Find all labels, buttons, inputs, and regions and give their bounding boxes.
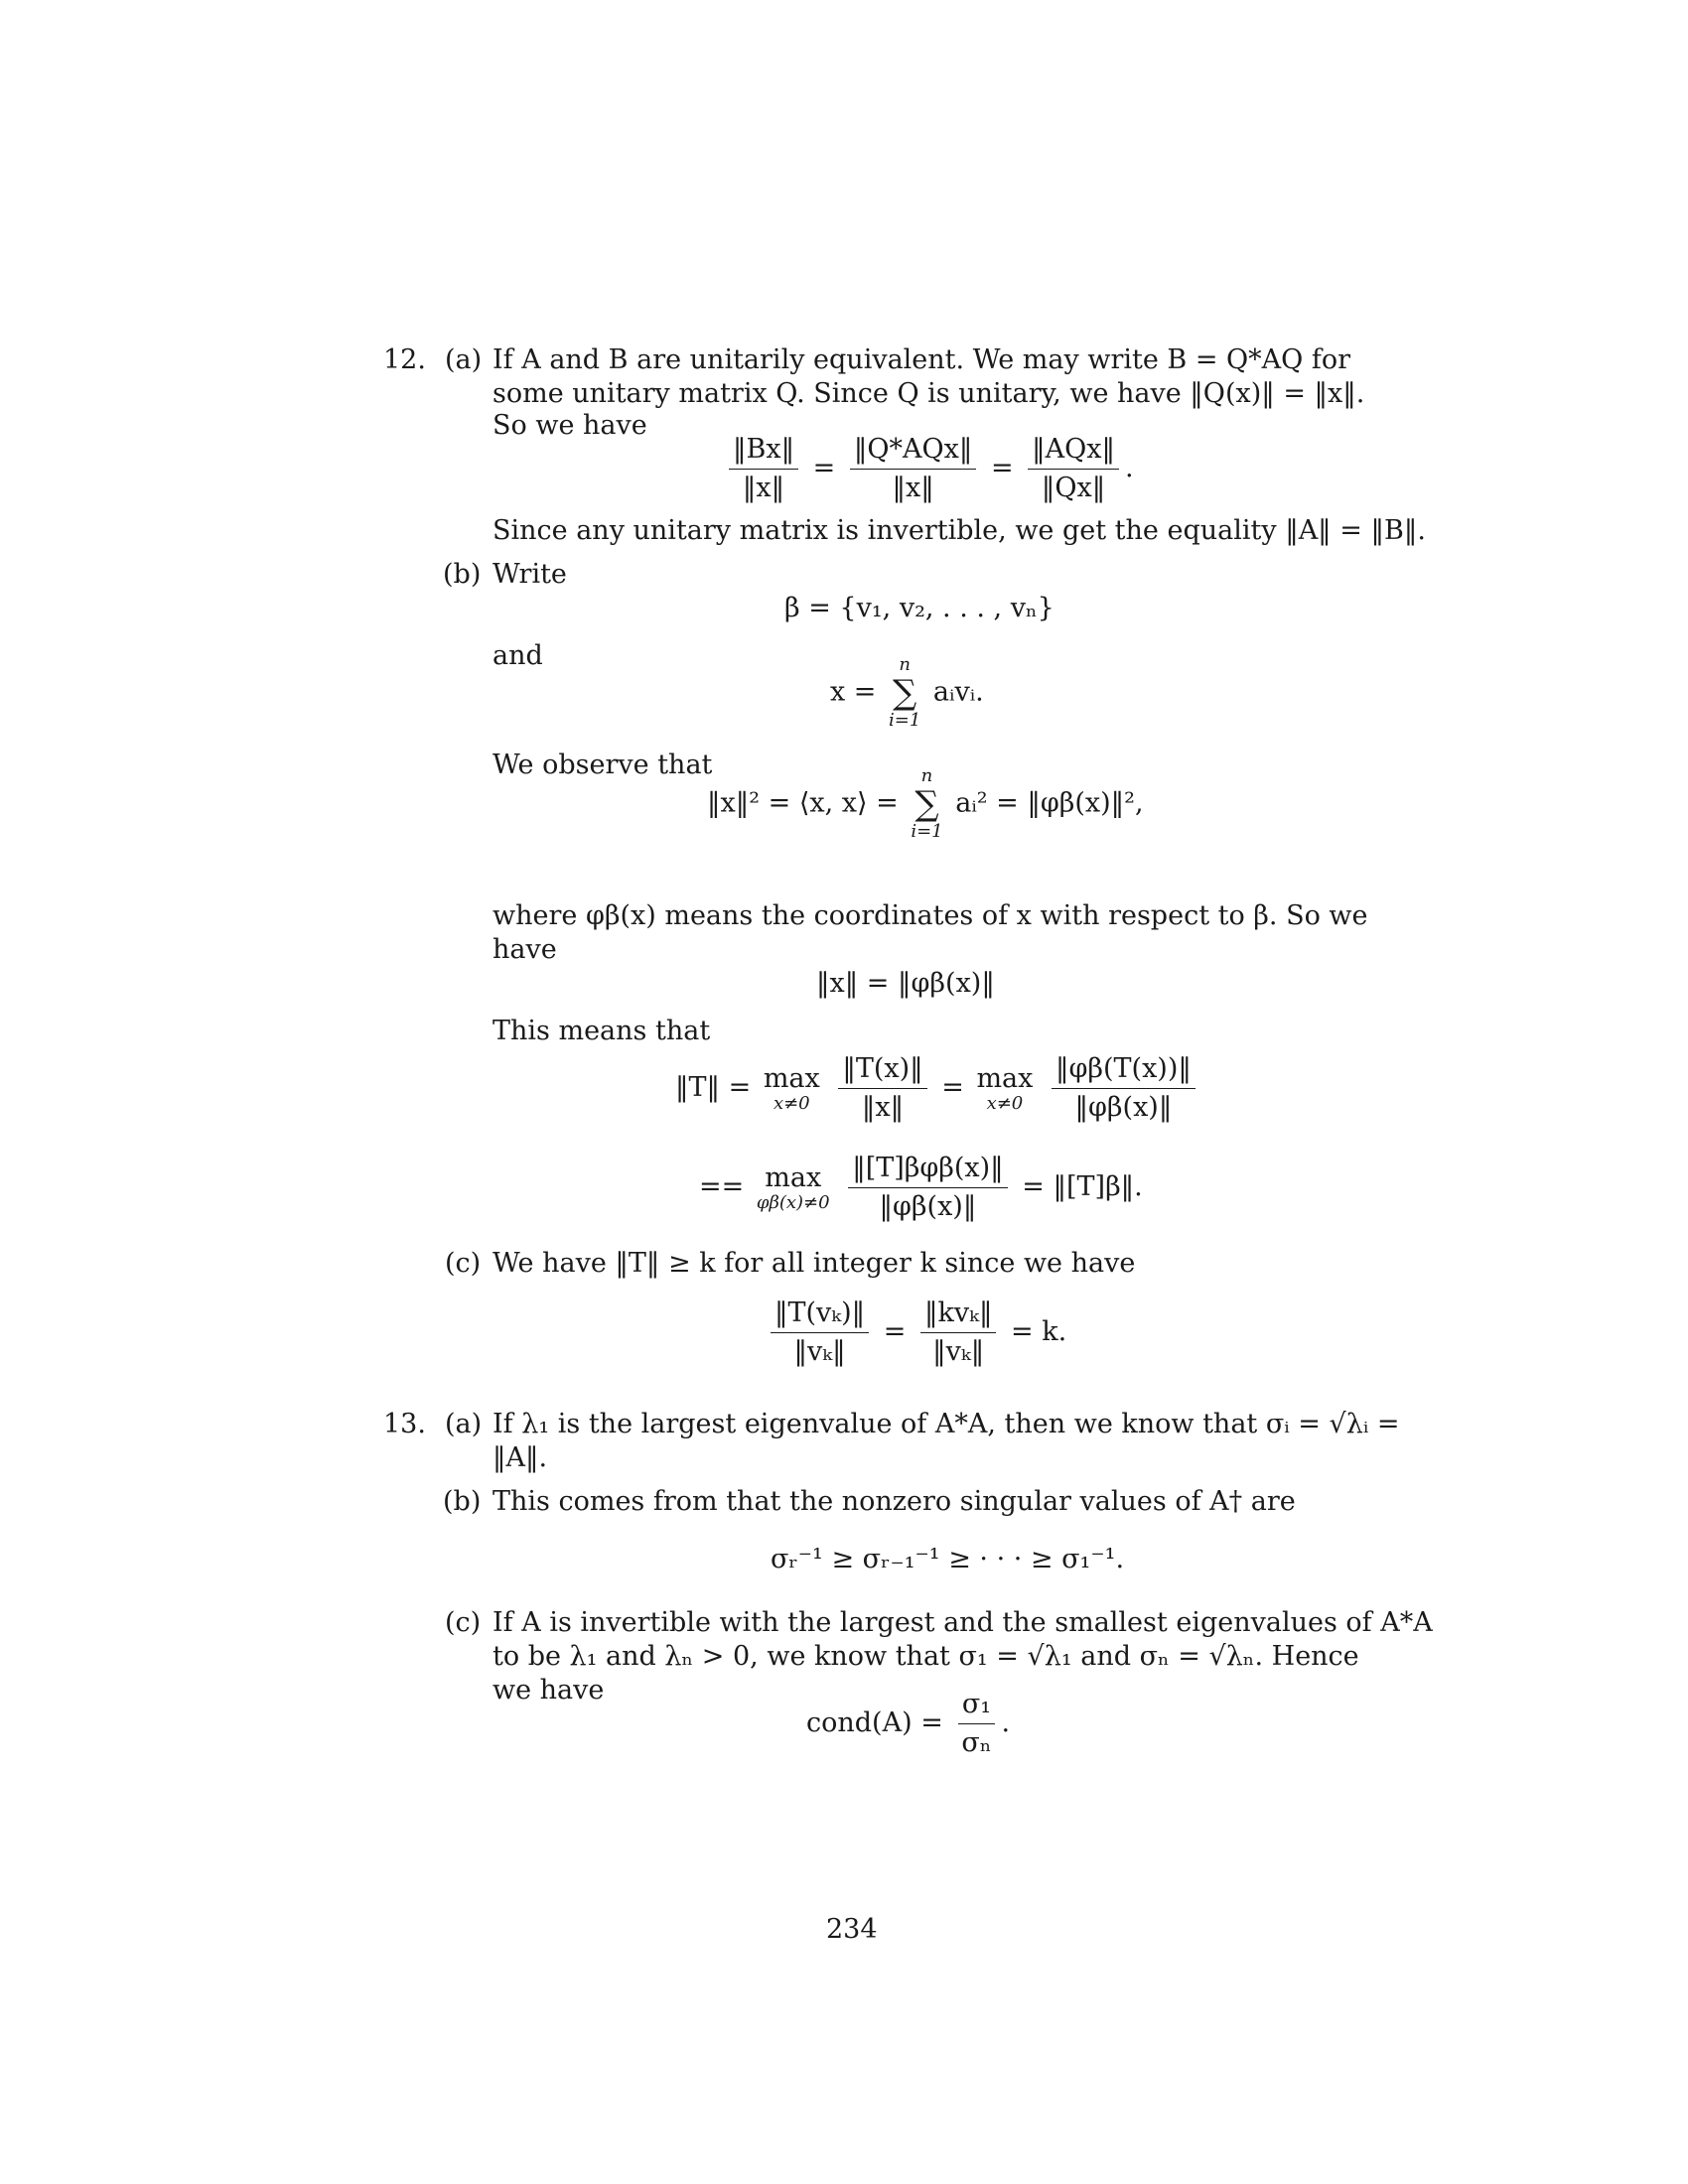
p12b-write: Write (492, 559, 567, 590)
p12b-norm-coordinates: ‖x‖ = ‖φβ(x)‖ (816, 968, 995, 999)
max-operator: max x≠0 (976, 1062, 1034, 1114)
p12a-line2: some unitary matrix Q. Since Q is unitary, we have ‖Q(x)‖ = ‖x‖. (492, 378, 1365, 409)
p12b-and: and (492, 640, 543, 671)
part-c-label: (c) (445, 1248, 482, 1279)
p13a-line1: If λ₁ is the largest eigenvalue of A*A, then we know that σᵢ = √λᵢ = (492, 1409, 1400, 1439)
p12b-means: This means that (492, 1016, 711, 1046)
p13c-cond-equation: cond(A) = $\frac{\text{σ₁}}{\text{σₙ}}$ . (806, 1689, 1011, 1758)
part-a-label: (a) (445, 344, 483, 375)
page-number: 234 (826, 1914, 878, 1945)
p12b-x-equation: x = n ∑ i=1 aᵢvᵢ. (830, 654, 984, 731)
fraction: $\frac{‖T(x)‖}{‖x‖}$ (838, 1052, 926, 1125)
p13c-line3: we have (492, 1675, 605, 1706)
p12b-T-norm-equation: ‖T‖ = max x≠0 $\frac{‖T(x)‖}{‖x‖}$ = max x≠0 $\frac{‖\varphi\beta(T(x))‖}{‖\varphi\beta(x)‖}$ (675, 1052, 1201, 1125)
p12a-line3: So we have (492, 410, 647, 441)
p13b-singular-values-equation: σᵣ⁻¹ ≥ σᵣ₋₁⁻¹ ≥ · · · ≥ σ₁⁻¹. (771, 1544, 1125, 1574)
max-operator: max x≠0 (763, 1062, 820, 1114)
part-c-label: (c) (445, 1607, 482, 1638)
p12b-where-line2: have (492, 934, 557, 965)
problem-number-13: 13. (383, 1409, 426, 1439)
p13b-line1: This comes from that the nonzero singular values of A† are (492, 1486, 1296, 1517)
summation: n ∑ i=1 (911, 765, 943, 842)
part-b-label: (b) (443, 1486, 482, 1517)
p12a-line4: Since any unitary matrix is invertible, we get the equality ‖A‖ = ‖B‖. (492, 515, 1426, 546)
fraction: $\frac{\text{‖Q*AQx‖}}{‖x‖}$ (850, 433, 977, 505)
fraction: $\frac{‖Bx‖}{‖x‖}$ (729, 433, 798, 505)
p12b-T-norm-equation-2: == max φβ(x)≠0 $\frac{\text{‖[T]βφβ(x)‖}}{‖\varphi\beta(x)‖}$ = ‖[T]β‖. (699, 1153, 1143, 1222)
p12a-line1: If A and B are unitarily equivalent. We may write B = Q*AQ for (492, 344, 1351, 375)
p12b-norm-equation: ‖x‖² = ⟨x, x⟩ = n ∑ i=1 aᵢ² = ‖φβ(x)‖², (707, 765, 1144, 842)
p12c-line1: We have ‖T‖ ≥ k for all integer k since we have (492, 1248, 1136, 1279)
part-b-label: (b) (443, 559, 482, 590)
summation: n ∑ i=1 (889, 654, 921, 731)
p12b-where-line1: where φβ(x) means the coordinates of x with respect to β. So we (492, 900, 1368, 931)
max-operator: max φβ(x)≠0 (756, 1161, 830, 1213)
problem-number-12: 12. (383, 344, 426, 375)
p13c-line2: to be λ₁ and λₙ > 0, we know that σ₁ = √λ₁ and σₙ = √λₙ. Hence (492, 1641, 1359, 1672)
fraction: $\frac{‖\varphi\beta(T(x))‖}{‖\varphi\beta(x)‖}$ (1052, 1052, 1196, 1125)
fraction: $\frac{\text{‖[T]βφβ(x)‖}}{‖\varphi\beta(x)‖}$ (848, 1152, 1008, 1224)
fraction: $\frac{\text{‖T(vₖ)‖}}{\text{‖vₖ‖}}$ (771, 1297, 869, 1369)
p12b-observe: We observe that (492, 750, 713, 780)
fraction: $\frac{\text{‖kvₖ‖}}{\text{‖vₖ‖}}$ (920, 1297, 996, 1369)
p12a-equation-norms: $\frac{‖Bx‖}{‖x‖}$ = $\frac{\text{‖Q*AQx‖}}{‖x‖}$ = $\frac{\text{‖AQx‖}}{‖Qx‖}$ . (723, 433, 1134, 505)
fraction: $\frac{\text{‖AQx‖}}{‖Qx‖}$ (1028, 433, 1119, 505)
p13a-line2: ‖A‖. (492, 1442, 548, 1473)
p12b-beta-equation: β = {v₁, v₂, . . . , vₙ} (784, 593, 1055, 623)
p13c-line1: If A is invertible with the largest and the smallest eigenvalues of A*A (492, 1607, 1433, 1638)
fraction: $\frac{\text{σ₁}}{\text{σₙ}}$ (957, 1688, 995, 1760)
p12c-equation: $\frac{\text{‖T(vₖ)‖}}{\text{‖vₖ‖}}$ = $\frac{\text{‖kvₖ‖}}{\text{‖vₖ‖}}$ = k. (765, 1297, 1066, 1369)
part-a-label: (a) (445, 1409, 483, 1439)
